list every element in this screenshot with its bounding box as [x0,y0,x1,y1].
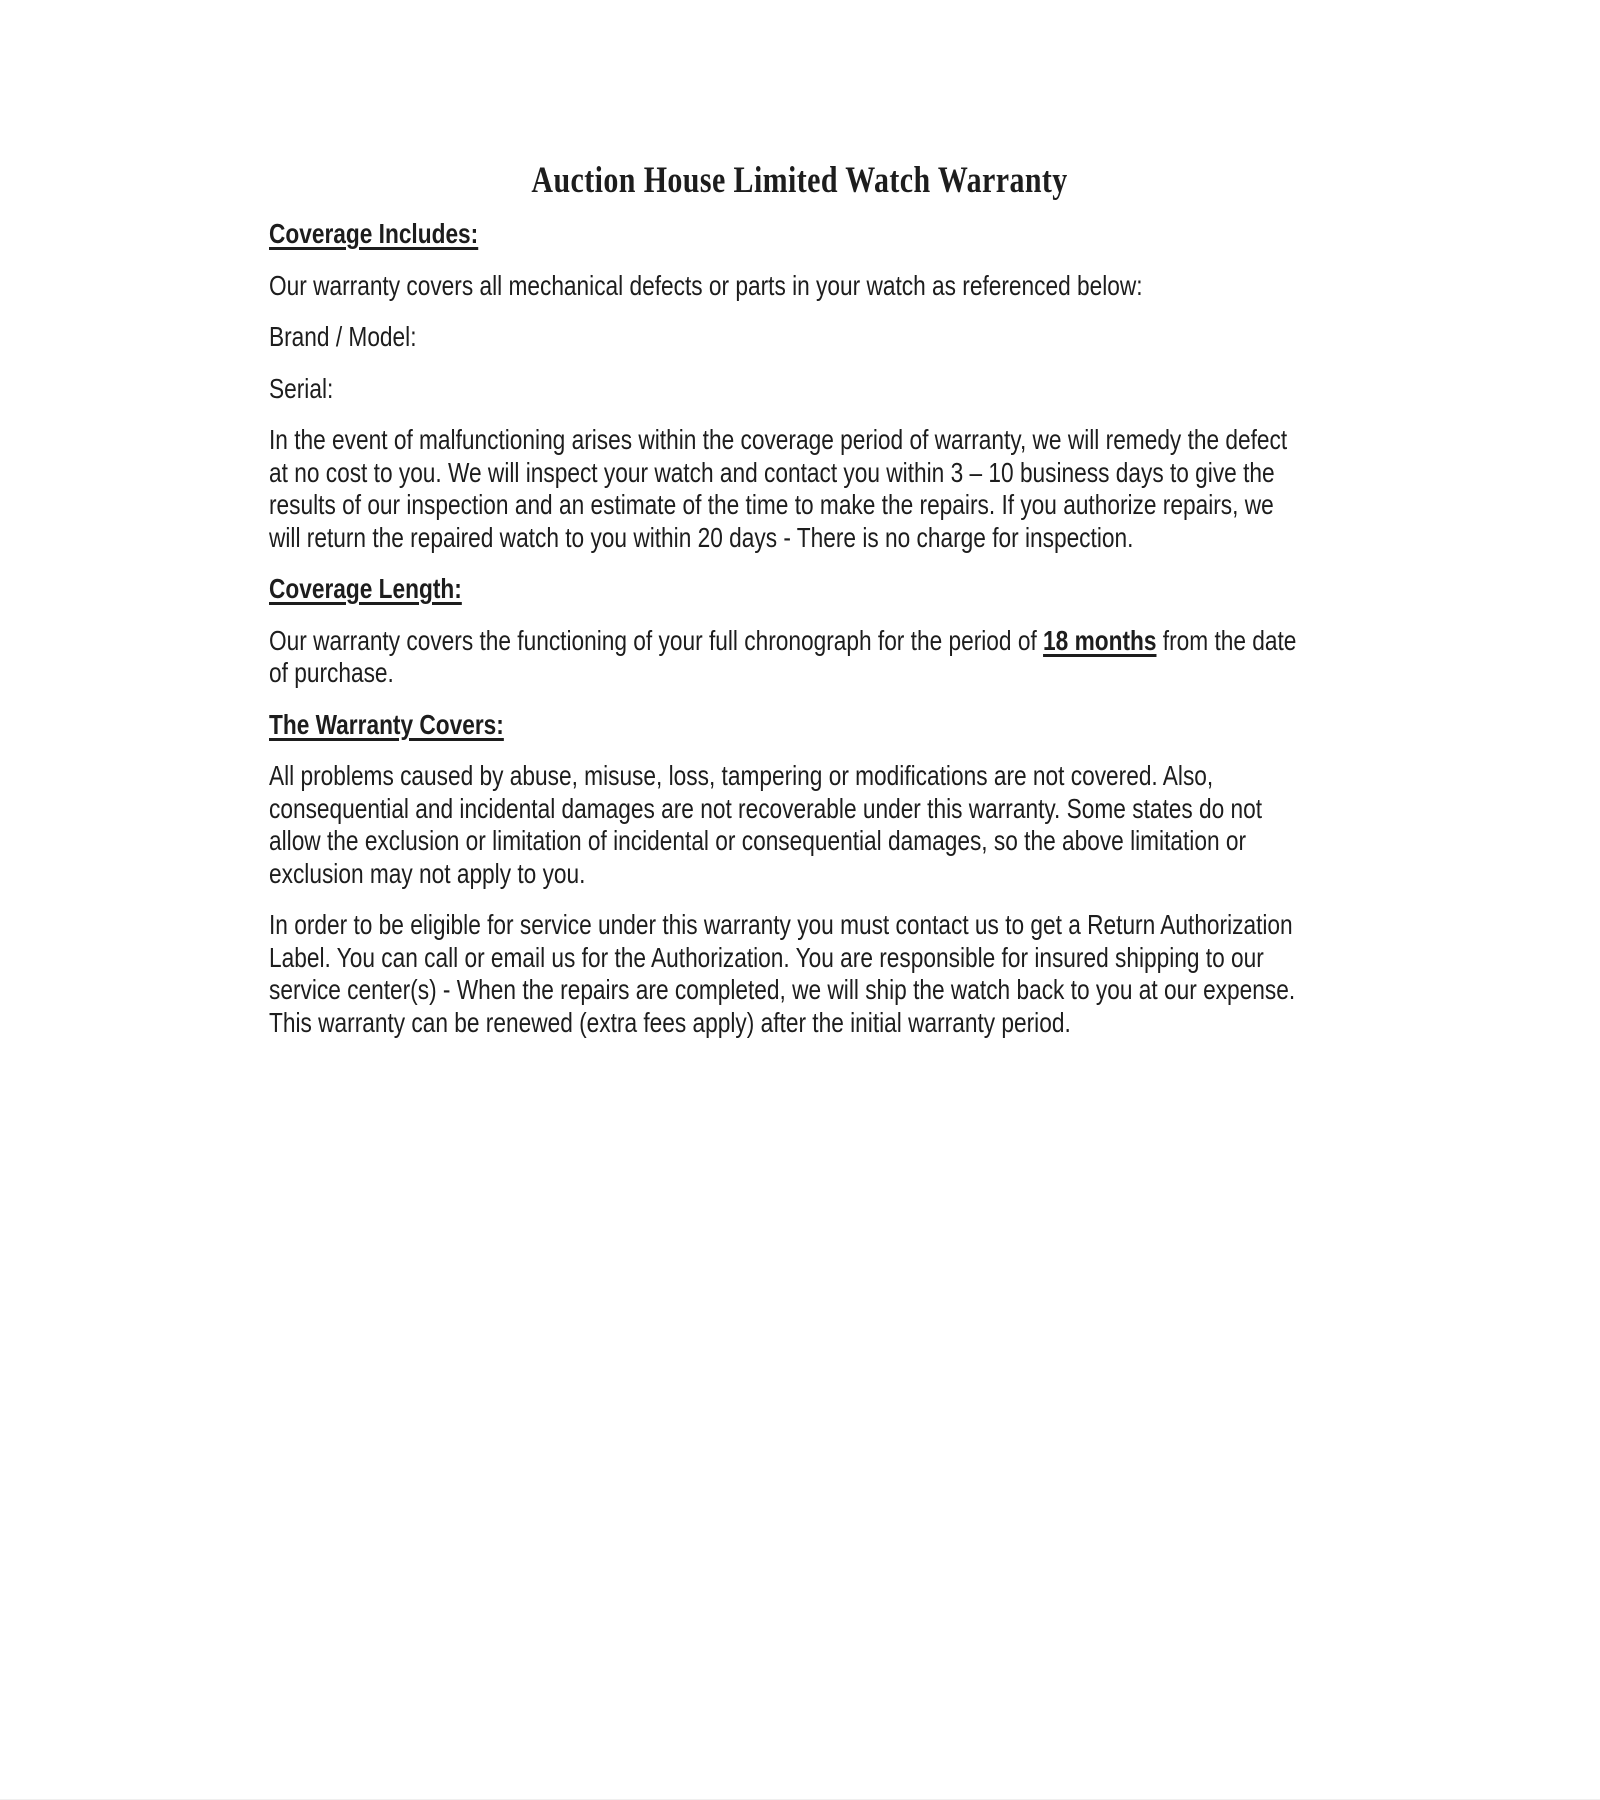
text-line: In order to be eligible for service under this warranty you must contact us to get a Return Authorization [269,909,1293,940]
section-heading [269,709,1330,742]
document-blocks [269,218,1330,1039]
text-line: Coverage Includes: [269,218,479,249]
text-line: of purchase. [269,657,394,688]
text-line: at no cost to you. We will inspect your watch and contact you within 3 – 10 business days to give the [269,456,1275,488]
text-line: This warranty can be renewed (extra fees apply) after the initial warranty period. [269,1006,1071,1038]
text-line: All problems caused by abuse, misuse, loss, tampering or modifications are not covered. Also, [269,760,1214,791]
text-line: Coverage Length: [269,573,462,604]
text-line: Brand / Model: [269,321,417,352]
text-line: service center(s) - When the repairs are completed, we will ship the watch back to you at our expense. [269,974,1296,1005]
text-line: Our warranty covers all mechanical defects or parts in your watch as referenced below: [269,269,1143,301]
text-line: Serial: [269,372,334,404]
text-line: consequential and incidental damages are not recoverable under this warranty. Some states do not [269,792,1263,824]
paragraph [269,270,1330,303]
text-line: Our warranty covers the functioning of your full chronograph for the period of 18 months from the date [269,624,1297,656]
emphasized-term: 18 months [1043,624,1157,656]
section-heading [269,218,1330,251]
text-line: The Warranty Covers: [269,708,504,740]
paragraph [269,321,1330,354]
text-line: will return the repaired watch to you within 20 days - There is no charge for inspection. [269,521,1134,553]
section-heading [269,573,1330,606]
paragraph [269,909,1330,1039]
text-line: In the event of malfunctioning arises within the coverage period of warranty, we will remedy the defect [269,424,1288,455]
text-line: results of our inspection and an estimate of the time to make the repairs. If you authorize repairs, we [269,489,1274,520]
paragraph [269,373,1330,406]
text-line: allow the exclusion or limitation of incidental or consequential damages, so the above limitation or [269,825,1247,856]
document-title: Auction House Limited Watch Warranty [531,160,1068,201]
paragraph [269,424,1330,554]
document-body [269,158,1330,1058]
text-line: Label. You can call or email us for the Authorization. You are responsible for insured shipping to our [269,941,1264,973]
paragraph [269,625,1330,690]
paragraph [269,760,1330,890]
text-line: exclusion may not apply to you. [269,857,586,889]
